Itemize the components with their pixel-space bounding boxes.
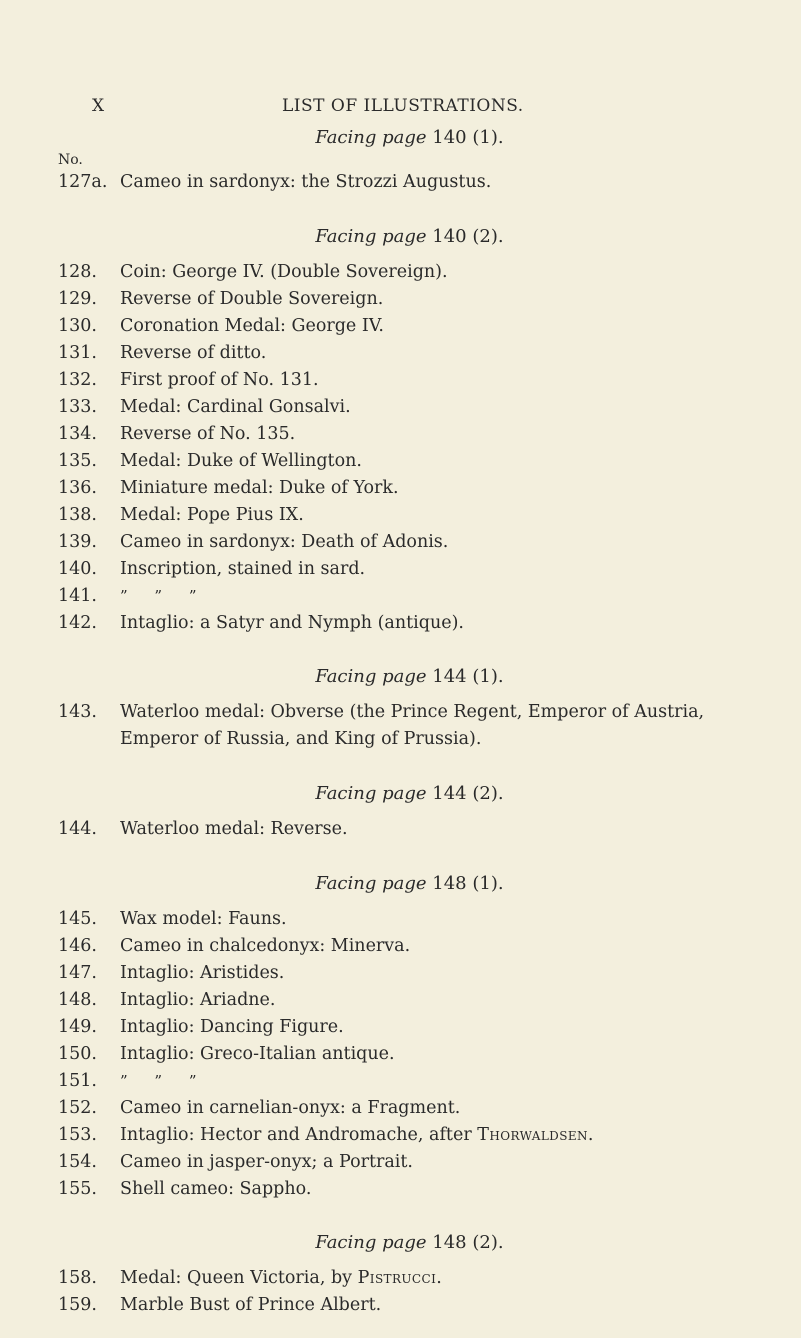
item-caption: Cameo in jasper-onyx; a Portrait. (120, 1152, 413, 1172)
item-number: 133. (58, 397, 97, 417)
item-number: 132. (58, 370, 97, 390)
item-caption: First proof of No. 131. (120, 370, 319, 390)
list-item (58, 1015, 344, 1039)
item-caption: Shell cameo: Sappho. (120, 1179, 312, 1199)
list-item (58, 1150, 413, 1174)
list-item (58, 530, 448, 554)
item-caption: Cameo in sardonyx: Death of Adonis. (120, 532, 449, 552)
item-number: 144. (58, 819, 97, 839)
item-caption: Medal: Duke of Wellington. (120, 451, 362, 471)
item-caption: Cameo in carnelian-onyx: a Fragment. (120, 1098, 461, 1118)
artist-name: Pistrucci. (357, 1268, 443, 1288)
item-caption: Intaglio: Dancing Figure. (120, 1017, 344, 1037)
facing-label: Facing page (315, 226, 427, 247)
ditto-marks: ” ” ” (120, 587, 197, 605)
facing-page-heading (0, 666, 801, 687)
item-caption: Reverse of ditto. (120, 343, 267, 363)
item-caption: Medal: Queen Victoria, by (120, 1268, 353, 1288)
item-number: 151. (58, 1071, 97, 1091)
item-number: 150. (58, 1044, 97, 1064)
list-item (58, 368, 319, 392)
item-caption: Coin: George IV. (Double Sovereign). (120, 262, 448, 282)
running-header (0, 96, 801, 120)
facing-page-number: 148 (2). (432, 1232, 504, 1253)
list-item (58, 260, 448, 284)
list-item (58, 287, 383, 311)
list-item (58, 314, 384, 338)
list-item (58, 988, 275, 1012)
item-number: 142. (58, 613, 97, 633)
item-number: 128. (58, 262, 97, 282)
item-number: 140. (58, 559, 97, 579)
item-caption: Cameo in chalcedonyx: Minerva. (120, 936, 411, 956)
item-number: 139. (58, 532, 97, 552)
item-number: 145. (58, 909, 97, 929)
artist-name: Thorwaldsen. (477, 1125, 594, 1145)
item-caption: Inscription, stained in sard. (120, 559, 366, 579)
item-number: 134. (58, 424, 97, 444)
item-caption: Wax model: Fauns. (120, 909, 287, 929)
ditto-marks: ” ” ” (120, 1072, 197, 1090)
facing-label: Facing page (315, 783, 427, 804)
list-item (58, 1123, 594, 1147)
list-item (58, 1293, 381, 1317)
item-caption: Reverse of Double Sovereign. (120, 289, 384, 309)
item-number: 143. (58, 702, 97, 722)
item-caption: Medal: Cardinal Gonsalvi. (120, 397, 351, 417)
facing-page-heading (0, 873, 801, 894)
item-number: 154. (58, 1152, 97, 1172)
facing-label: Facing page (315, 666, 427, 687)
item-number: 135. (58, 451, 97, 471)
item-number: 136. (58, 478, 97, 498)
list-item (58, 907, 287, 931)
facing-page-number: 140 (2). (432, 226, 504, 247)
item-number: 147. (58, 963, 97, 983)
facing-page-number: 144 (2). (432, 783, 504, 804)
item-caption: Intaglio: Aristides. (120, 963, 285, 983)
item-caption: Waterloo medal: Obverse (the Prince Regent, Emperor of Austria, (120, 702, 705, 722)
facing-page-heading (0, 783, 801, 804)
item-number: 158. (58, 1268, 97, 1288)
list-item (58, 1042, 395, 1066)
list-item (58, 341, 266, 365)
list-item (58, 1266, 442, 1290)
list-item (58, 961, 284, 985)
list-item (58, 503, 304, 527)
facing-label: Facing page (315, 1232, 427, 1253)
number-column-label: No. (58, 152, 83, 168)
list-item (58, 557, 365, 581)
list-item (58, 817, 348, 841)
item-caption: Emperor of Russia, and King of Prussia). (120, 729, 482, 749)
item-number: 153. (58, 1125, 97, 1145)
list-item (58, 1177, 311, 1201)
list-item-continuation (120, 727, 481, 751)
list-item (58, 449, 362, 473)
item-caption: Waterloo medal: Reverse. (120, 819, 348, 839)
list-item (58, 170, 491, 194)
item-number: 127a. (58, 172, 108, 192)
item-caption: Miniature medal: Duke of York. (120, 478, 399, 498)
item-number: 152. (58, 1098, 97, 1118)
item-number: 149. (58, 1017, 97, 1037)
page-number: X (92, 96, 105, 116)
list-item (58, 611, 464, 635)
page-title: LIST OF ILLUSTRATIONS. (282, 96, 524, 116)
item-number: 141. (58, 586, 97, 606)
facing-page-heading (0, 226, 801, 247)
facing-page-heading (0, 127, 801, 148)
item-number: 130. (58, 316, 97, 336)
facing-page-number: 144 (1). (432, 666, 504, 687)
list-item (58, 395, 351, 419)
item-number: 146. (58, 936, 97, 956)
facing-label: Facing page (315, 127, 427, 148)
list-item (58, 584, 197, 608)
list-item (58, 476, 399, 500)
item-caption: Medal: Pope Pius IX. (120, 505, 304, 525)
item-caption: Marble Bust of Prince Albert. (120, 1295, 382, 1315)
item-caption: Intaglio: Ariadne. (120, 990, 276, 1010)
item-number: 131. (58, 343, 97, 363)
list-item (58, 422, 295, 446)
item-number: 138. (58, 505, 97, 525)
facing-page-number: 140 (1). (432, 127, 504, 148)
list-item (58, 934, 410, 958)
item-caption: Intaglio: a Satyr and Nymph (antique). (120, 613, 464, 633)
list-item (58, 700, 704, 724)
facing-label: Facing page (315, 873, 427, 894)
item-number: 155. (58, 1179, 97, 1199)
list-item (58, 1096, 460, 1120)
item-number: 159. (58, 1295, 97, 1315)
item-caption: Reverse of No. 135. (120, 424, 296, 444)
facing-page-number: 148 (1). (432, 873, 504, 894)
item-caption: Intaglio: Greco-Italian antique. (120, 1044, 395, 1064)
facing-page-heading (0, 1232, 801, 1253)
item-caption: Coronation Medal: George IV. (120, 316, 384, 336)
item-caption: Intaglio: Hector and Andromache, after (120, 1125, 472, 1145)
list-item (58, 1069, 197, 1093)
item-number: 129. (58, 289, 97, 309)
item-number: 148. (58, 990, 97, 1010)
item-caption: Cameo in sardonyx: the Strozzi Augustus. (120, 172, 492, 192)
